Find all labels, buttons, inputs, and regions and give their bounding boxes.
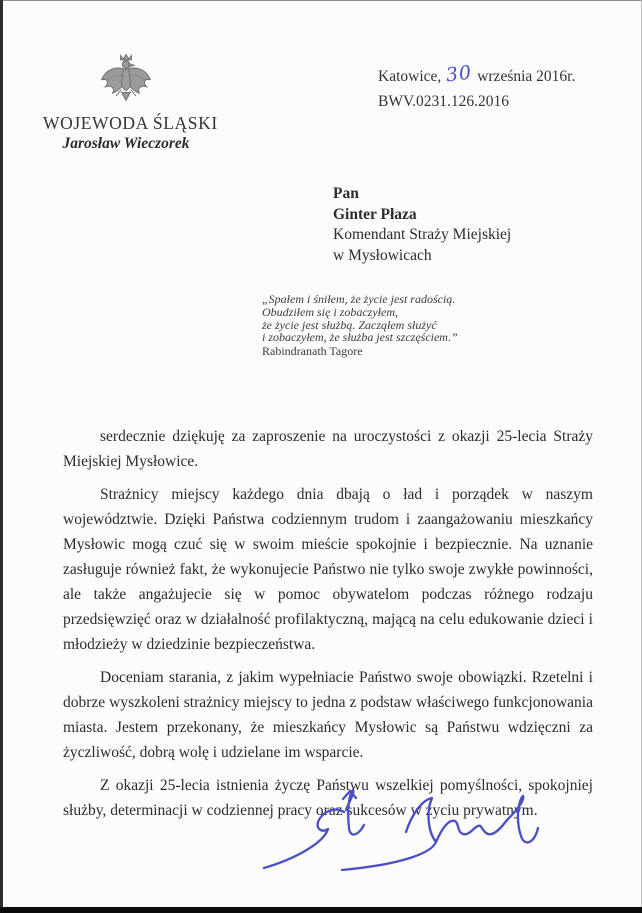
letterhead [43,48,218,153]
quote-line: „Spałem i śniłem, że życie jest radością. [262,292,456,306]
letter-body [63,424,593,831]
scan-edge-bottom [0,907,642,913]
addressee-city: w Mysłowicach [333,246,432,264]
paragraph: Doceniam starania, z jakim wypełniacie Państwo swoje obowiązki. Rzetelni i dobrze wyszkoleni strażnicy miejscy to jedna z podstaw właściwego funkcjonowania miasta. Jestem przekonany, że mieszkańcy Mysłowic są Państwu wdzięczni za życzliwość, dobrą wolę i udzielane im wsparcie. [63,669,593,761]
addressee-title: Komendant Straży Miejskiej [333,226,512,243]
official-name: Jarosław Wieczorek [62,135,190,152]
handwritten-signature [246,788,546,876]
handwritten-day: 30 [444,61,474,87]
paragraph: serdecznie dziękuję za zaproszenie na uroczystości z okazji 25-lecia Straży Miejskiej Mysłowice. [63,428,593,470]
quote-block [262,293,458,358]
addressee-block [333,184,511,266]
addressee-salutation: Pan [333,185,359,202]
scan-edge-top [0,0,642,1]
scan-edge-left [0,0,3,913]
paragraph: Strażnicy miejscy każdego dnia dbają o ład i porządek w naszym województwie. Dzięki Państwa codziennym trudom i zaangażowaniu mieszkańcy Mysłowic mogą czuć się w swoim mieście spokojnie i bezpiecznie. Na uznanie zasługuje również fakt, że wykonujecie Państwo nie tylko swoje zwykłe powinności, ale także angażujecie się w pomoc obywatelom podczas różnego rodzaju przedsięwzięć oraz w działalność profilaktyczną, mającą na celu edukowanie dzieci i młodzieży w dziedzinie bezpieczeństwa. [63,486,593,653]
addressee-name: Ginter Płaza [333,205,417,223]
office-title: WOJEWODA ŚLĄSKI [43,113,218,133]
paragraph: Z okazji 25-lecia istnienia życzę Państwu wszelkiej pomyślności, spokojniej służby, determinacji w codziennej pracy oraz sukcesów w życiu prywatnym. [63,777,593,819]
quote-line: i zobaczyłem, że służba jest szczęściem.” [262,330,458,345]
quote-line: Obudziłem się i zobaczyłem, [262,304,398,319]
date-row [378,61,576,87]
date-place: Katowice, [378,68,442,85]
quote-attribution: Rabindranath Tagore [262,344,363,359]
reference-number: BWV.0231.126.2016 [378,93,510,110]
date-rest: września 2016r. [477,68,576,85]
dateline [378,61,576,111]
quote-line: że życie jest służbą. Zacząłem służyć [262,317,437,332]
polish-eagle-emblem [43,48,209,108]
